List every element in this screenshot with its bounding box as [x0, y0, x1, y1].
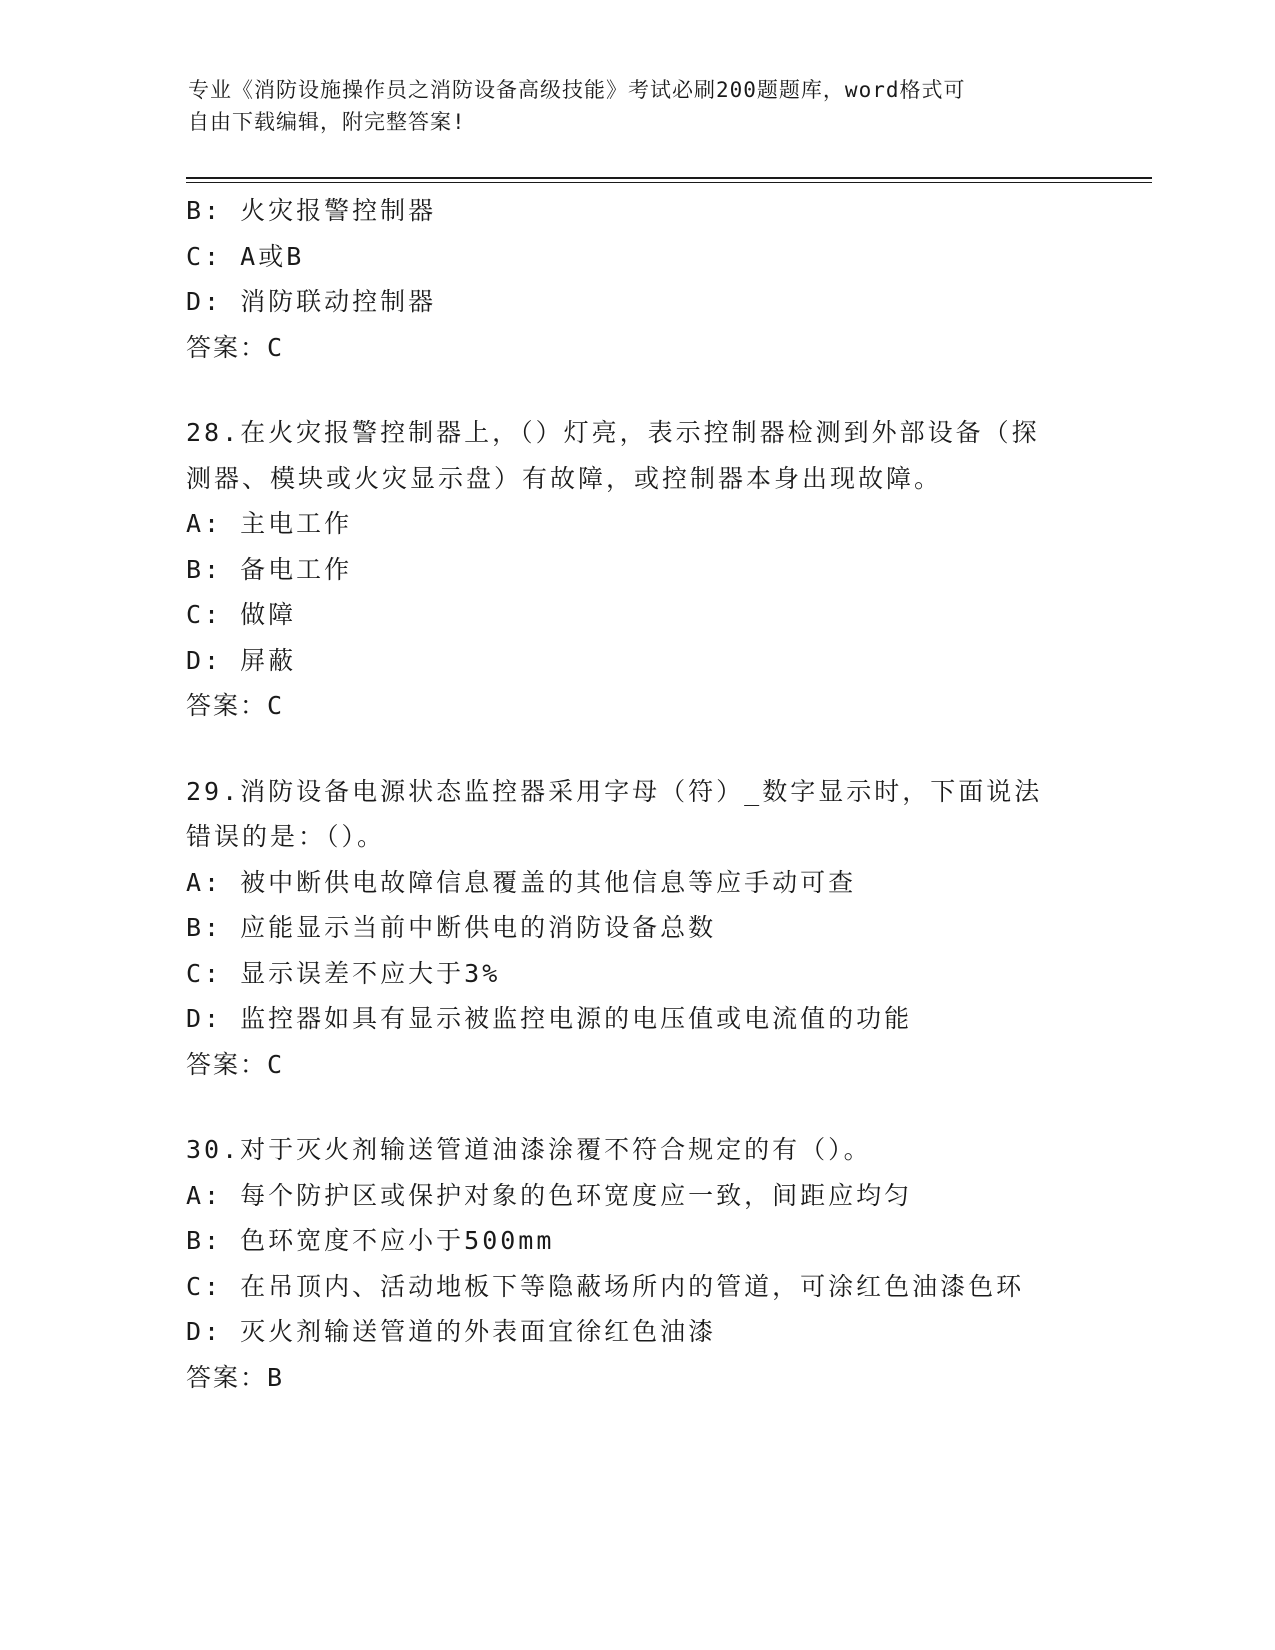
- answer-label: 答案：C: [186, 332, 285, 362]
- option-c: C: 做障: [186, 600, 297, 629]
- question-text-line-2: 错误的是：（）。: [186, 822, 386, 851]
- option-d: D: 消防联动控制器: [186, 287, 437, 316]
- header-divider-thin: [186, 182, 1152, 183]
- option-c: C: A或B: [186, 241, 305, 271]
- option-b: B: 色环宽度不应小于500mm: [186, 1226, 555, 1255]
- question-gap: [186, 729, 1086, 769]
- option-a: A: 主电工作: [186, 509, 353, 538]
- question-27: [186, 188, 1086, 370]
- option-d: D: 灭火剂输送管道的外表面宜徐红色油漆: [186, 1317, 717, 1346]
- question-gap: [186, 1087, 1086, 1127]
- question-30: [186, 1127, 1086, 1400]
- option-c: C: 在吊顶内、活动地板下等隐蔽场所内的管道，可涂红色油漆色环: [186, 1271, 1025, 1301]
- question-text-line-1: 28.在火灾报警控制器上，（）灯亮，表示控制器检测到外部设备（探: [186, 418, 1040, 447]
- option-b: B: 火灾报警控制器: [186, 196, 437, 225]
- option-c: C: 显示误差不应大于3%: [186, 958, 501, 988]
- question-gap: [186, 370, 1086, 410]
- option-a: A: 每个防护区或保护对象的色环宽度应一致，间距应均匀: [186, 1180, 913, 1210]
- question-29: [186, 769, 1086, 1088]
- option-b: B: 备电工作: [186, 554, 353, 584]
- answer-label: 答案：C: [186, 691, 285, 720]
- option-d: D: 监控器如具有显示被监控电源的电压值或电流值的功能: [186, 1004, 913, 1033]
- question-list: [186, 188, 1086, 1400]
- header-line-1: 专业《消防设施操作员之消防设备高级技能》考试必刷200题题库，word格式可: [188, 78, 966, 102]
- question-28: [186, 410, 1086, 729]
- question-text-line-2: 测器、模块或火灾显示盘）有故障，或控制器本身出现故障。: [186, 463, 943, 493]
- option-a: A: 被中断供电故障信息覆盖的其他信息等应手动可查: [186, 867, 857, 897]
- option-b: B: 应能显示当前中断供电的消防设备总数: [186, 913, 717, 942]
- header-line-2: 自由下载编辑，附完整答案!: [188, 110, 466, 134]
- header-divider-thick: [186, 177, 1152, 179]
- document-header: [188, 74, 1088, 138]
- answer-label: 答案：C: [186, 1049, 285, 1079]
- question-text-line-1: 30.对于灭火剂输送管道油漆涂覆不符合规定的有（）。: [186, 1135, 872, 1164]
- option-d: D: 屏蔽: [186, 645, 297, 675]
- answer-label: 答案：B: [186, 1362, 285, 1392]
- question-text-line-1: 29.消防设备电源状态监控器采用字母（符）_数字显示时，下面说法: [186, 776, 1043, 806]
